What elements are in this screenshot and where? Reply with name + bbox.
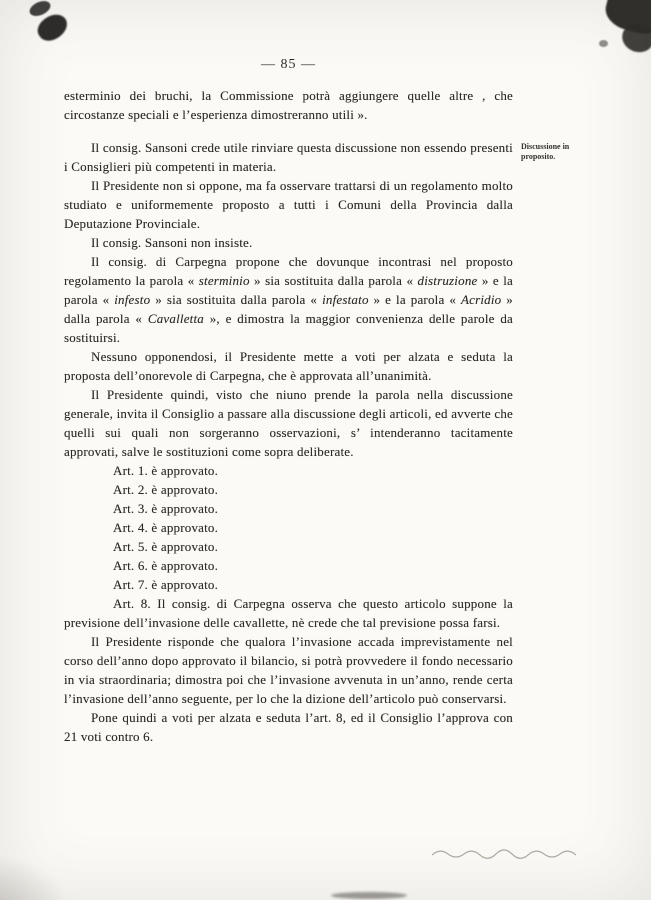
article-approval-line: Art. 3. è approvato. [113, 501, 219, 516]
ink-blot-top-right [602, 0, 651, 39]
ink-blot-top-left [27, 0, 52, 19]
ink-blot-top-right [618, 19, 651, 56]
article-approval-line: Art. 4. è approvato. [113, 520, 219, 535]
paragraph-discussione-articoli: Il Presidente quindi, visto che niuno prende la parola nella discussione generale, invita il Consiglio a passare alla discussione degli articoli, ed avverte che quelli sui quali non sorgeranno osservazioni, s’ intenderanno tacitamente approvati, salve le sostituzioni come sopra deliberate. [64, 387, 513, 459]
article-approval-line: Art. 7. è approvato. [113, 577, 219, 592]
paragraph-art8-osservazione: Art. 8. Il consig. di Carpegna osserva che questo articolo suppone la previsione dell’invasione delle cavallette, nè crede che tal previsione possa farsi. [64, 596, 513, 630]
text-run: » e la parola « [368, 292, 461, 307]
scan-shadow-bottom-left [0, 855, 70, 900]
italic-term-infesto: infesto [114, 292, 151, 307]
paragraph-sansoni-rinvio: Il consig. Sansoni crede utile rinviare questa discussione non essendo presenti i Consiglieri più competenti in materia. [64, 140, 513, 174]
paragraph-presidente-non-oppone: Il Presidente non si oppone, ma fa osservare trattarsi di un regolamento molto studiato e uniformemente proposto a tutti i Comuni della Provincia dalla Deputazione Provinciale. [64, 178, 513, 231]
page-number: — 85 — [261, 57, 316, 72]
text-run: », e dimostra la maggior convenienza delle parole da sostituirsi. [64, 311, 514, 345]
paragraph-votazione-unanimita: Nessuno opponendosi, il Presidente mette a voti per alzata e seduta la proposta dell’onorevole di Carpegna, che è approvata all’unanimità. [64, 349, 513, 383]
paragraph-sansoni-non-insiste: Il consig. Sansoni non insiste. [91, 235, 253, 250]
margin-note: Discussione in proposito. [521, 142, 570, 161]
paragraph-opening: esterminio dei bruchi, la Commissione potrà aggiungere quelle altre , che circostanze speciali e l’esperienza dimostreranno utili ». [64, 88, 513, 122]
italic-term-distruzione: distruzione [417, 273, 478, 288]
paragraph-presidente-risponde: Il Presidente risponde che qualora l’invasione accada imprevistamente nel corso dell’anno dopo approvato il bilancio, si potrà provvedere il fondo necessario in via straordinaria; dimostra poi che l’invasione avvenuta in un’anno, rende certa l’invasione dell’anno seguente, per lo che la dizione dell’articolo può conservarsi. [64, 634, 513, 706]
text-run: » sia sostituita dalla parola « [249, 273, 418, 288]
ink-speck-top-right [599, 40, 608, 47]
paragraph-votazione-art8: Pone quindi a voti per alzata e seduta l’art. 8, ed il Consiglio l’approva con 21 voti contro 6. [64, 710, 513, 744]
smudge-bottom-edge [331, 892, 407, 899]
articles-approval-list [64, 461, 513, 594]
text-run: Il consig. di Carpegna propone che dovunque incontrasi nel proposto regolamento la parola « [64, 254, 513, 288]
pencil-squiggle-mark [430, 845, 580, 863]
italic-term-acridio: Acridio [460, 292, 502, 307]
text-run: » sia sostituita dalla parola « [150, 292, 323, 307]
text-run: » e la parola « [64, 273, 513, 307]
article-approval-line: Art. 5. è approvato. [113, 539, 219, 554]
italic-term-sterminio: sterminio [198, 273, 250, 288]
article-approval-line: Art. 1. è approvato. [113, 463, 219, 478]
ink-blot-top-left [33, 9, 72, 46]
article-approval-line: Art. 2. è approvato. [113, 482, 219, 497]
italic-term-infestato: infestato [322, 292, 369, 307]
paragraph-carpegna-proposta [64, 252, 513, 347]
text-run: » dalla parola « [64, 292, 514, 326]
italic-term-cavalletta: Cavalletta [147, 311, 204, 326]
article-approval-line: Art. 6. è approvato. [113, 558, 219, 573]
text-column [64, 86, 513, 746]
